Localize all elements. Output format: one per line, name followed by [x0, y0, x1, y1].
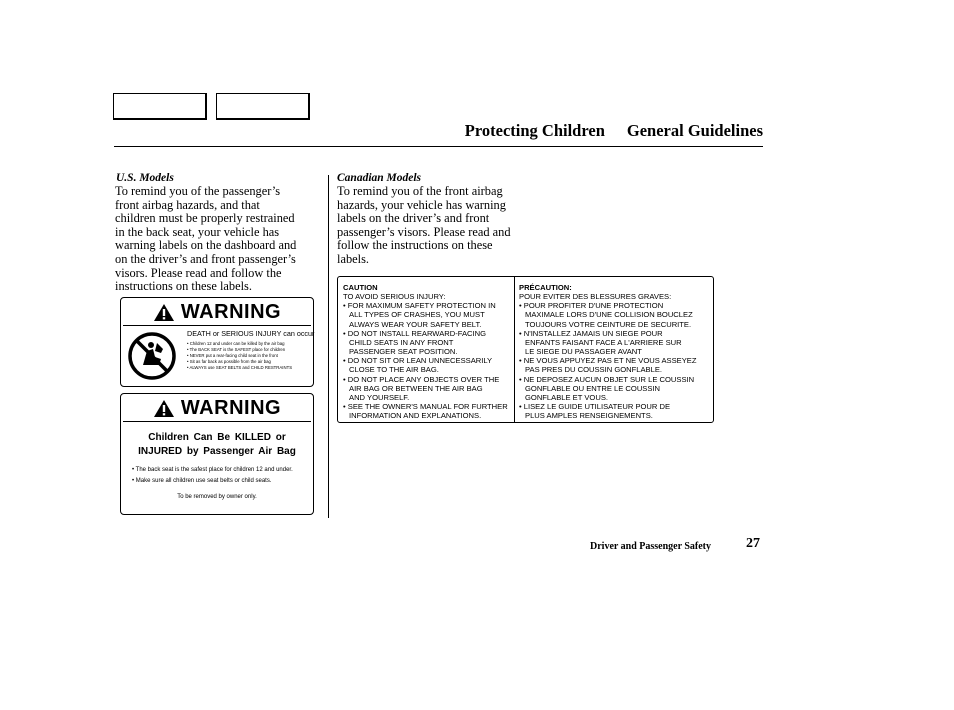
text-line: warning labels on the dashboard and — [115, 238, 297, 253]
caution-line: • NE VOUS APPUYEZ PAS ET NE VOUS ASSEYEZ — [519, 356, 697, 366]
caution-line: • DO NOT PLACE ANY OBJECTS OVER THE — [343, 374, 500, 384]
text-line: passenger’s visors. Please read and — [337, 224, 511, 239]
caution-line: • N'INSTALLEZ JAMAIS UN SIEGE POUR — [519, 328, 663, 338]
text-line: in the back seat, your vehicle has — [115, 224, 280, 239]
caution-line: TOUJOURS VOTRE CEINTURE DE SECURITE. — [525, 319, 692, 329]
caution-line: PASSENGER SEAT POSITION. — [349, 347, 458, 357]
caution-line: • DO NOT INSTALL REARWARD-FACING — [343, 328, 487, 338]
text-line: front airbag hazards, and that — [115, 197, 260, 212]
text-line: labels on the driver’s and front — [337, 211, 490, 226]
warning-heading: WARNING — [180, 397, 282, 419]
bullet: • ALWAYS use SEAT BELTS and CHILD RESTRAINTS — [187, 365, 293, 371]
caution-line: CLOSE TO THE AIR BAG. — [349, 365, 439, 375]
caution-line: • FOR MAXIMUM SAFETY PROTECTION IN — [343, 301, 496, 311]
bullet: • Children 12 and under can be killed by the air bag — [187, 341, 285, 346]
bullet: • The BACK SEAT is the SAFEST place for children — [187, 347, 286, 353]
us-models-subhead: U.S. Models — [116, 172, 174, 184]
us-warning-label-visor — [120, 393, 314, 515]
us-models-text — [115, 185, 296, 294]
text-line: follow the instructions on these — [337, 238, 493, 253]
canadian-caution-label — [337, 276, 714, 423]
caution-line: ALL TYPES OF CRASHES, YOU MUST — [349, 310, 485, 320]
text-line: instructions on these labels. — [115, 279, 252, 294]
caution-french — [519, 283, 697, 420]
canadian-models-subhead: Canadian Models — [337, 172, 422, 184]
caution-line: CHILD SEATS IN ANY FRONT — [349, 337, 454, 347]
caution-line: AND YOURSELF. — [349, 392, 410, 402]
us-warning-label-dashboard — [120, 297, 314, 387]
canadian-models-text — [337, 185, 511, 267]
text-line: hazards, your vehicle has warning — [337, 197, 506, 212]
caution-line: • LISEZ LE GUIDE UTILISATEUR POUR DE — [519, 402, 671, 412]
caution-line: ENFANTS FAISANT FACE A L'ARRIERE SUR — [525, 337, 682, 347]
caution-line: MAXIMALE LORS D'UNE COLLISION BOUCLEZ — [525, 310, 693, 320]
caution-line: PAS PRES DU COUSSIN GONFLABLE. — [525, 365, 663, 375]
caution-line: • DO NOT SIT OR LEAN UNNECESSARILY — [343, 356, 493, 366]
warning-heading: WARNING — [180, 301, 282, 323]
warning-bullets — [187, 341, 292, 371]
warning-triangle-icon — [153, 303, 175, 322]
caution-title: CAUTION — [343, 283, 378, 292]
caution-line: • SEE THE OWNER'S MANUAL FOR FURTHER — [343, 402, 508, 412]
page-number: 27 — [746, 536, 760, 551]
caution-line: GONFLABLE ET VOUS. — [525, 392, 608, 402]
caution-line: GONFLABLE OU ENTRE LE COUSSIN — [525, 383, 661, 393]
text-line: labels. — [337, 251, 369, 266]
caution-title: PRÉCAUTION: — [519, 283, 572, 292]
text-line: To remind you of the passenger’s — [115, 184, 281, 198]
text-line: Children Can Be KILLED or — [148, 432, 286, 443]
bullet: • Sit as far back as possible from the air bag — [187, 359, 271, 365]
warning-title — [121, 431, 313, 459]
caution-line: • POUR PROFITER D'UNE PROTECTION — [519, 301, 664, 311]
heading-rule — [114, 146, 763, 147]
caution-line: ALWAYS WEAR YOUR SAFETY BELT. — [349, 319, 482, 329]
bullet: • NEVER put a rear-facing child seat in the front — [187, 353, 278, 359]
caution-line: INFORMATION AND EXPLANATIONS. — [349, 411, 482, 421]
page-heading — [465, 121, 763, 141]
nav-tab-box-1[interactable] — [113, 93, 207, 120]
caution-line: AIR BAG OR BETWEEN THE AIR BAG — [349, 383, 483, 393]
text-line: To remind you of the front airbag — [337, 184, 503, 198]
no-child-in-front-seat-icon — [127, 331, 177, 381]
text-line: children must be properly restrained — [115, 211, 295, 226]
text-line: on the driver’s and front passenger’s — [115, 251, 296, 266]
bullet: • Make sure all children use seat belts or child seats. — [132, 478, 272, 484]
topic-title: General Guidelines — [626, 121, 763, 140]
text-line: visors. Please read and follow the — [115, 265, 282, 280]
warning-banner — [123, 300, 311, 326]
bullet: • The back seat is the safest place for children 12 and under. — [132, 467, 293, 473]
caution-line: TO AVOID SERIOUS INJURY: — [343, 292, 446, 302]
section-title: Protecting Children — [464, 121, 605, 140]
caution-line: LE SIEGE DU PASSAGER AVANT — [525, 347, 642, 357]
caution-line: PLUS AMPLES RENSEIGNEMENTS. — [525, 411, 653, 421]
warning-triangle-icon — [153, 399, 175, 418]
warning-banner — [123, 396, 311, 422]
column-divider — [328, 175, 329, 518]
caution-line: • NE DEPOSEZ AUCUN OBJET SUR LE COUSSIN — [519, 374, 695, 384]
warning-title: DEATH or SERIOUS INJURY can occur — [187, 329, 315, 338]
caution-line: POUR EVITER DES BLESSURES GRAVES: — [519, 292, 672, 302]
nav-tab-box-2[interactable] — [216, 93, 310, 120]
warning-bullets — [132, 465, 293, 487]
label-divider — [514, 277, 515, 422]
footer-section-label: Driver and Passenger Safety — [590, 541, 712, 552]
caution-english — [343, 283, 508, 420]
text-line: INJURED by Passenger Air Bag — [138, 446, 296, 457]
removal-note: To be removed by owner only. — [177, 494, 257, 500]
